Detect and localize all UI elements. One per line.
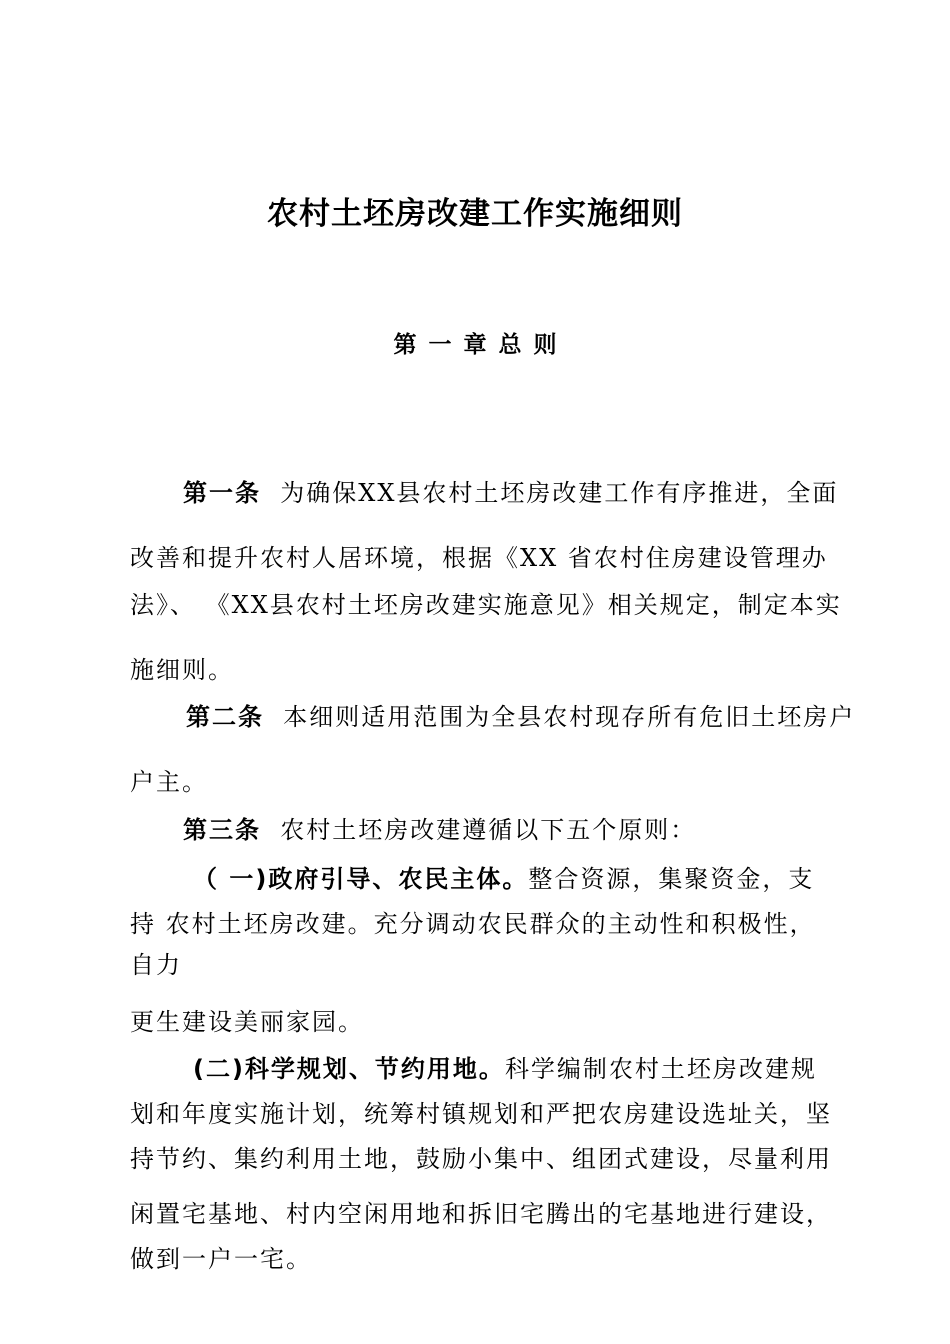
article-3-line-1 [183,815,696,845]
principle-2-line-2: 划和年度实施计划，统筹村镇规划和严把农房建设选址关，坚 [130,1100,832,1128]
principle-1-line-4: 更生建设美丽家园。 [130,1008,364,1036]
chapter-char: 则 [533,332,557,358]
article-text: 农村土坯房改建遵循以下五个原则： [280,816,697,844]
principle-text: 整合资源，集聚资金，支 [528,865,815,893]
chapter-heading [0,326,950,359]
chapter-char: 总 [498,332,522,358]
principle-2-line-4: 闲置宅基地、村内空闲用地和拆旧宅腾出的宅基地进行建设， [130,1200,832,1228]
principle-text: 科学编制农村土坯房改建规 [504,1055,817,1083]
chapter-char: 一 [428,332,452,358]
principle-heading: （ 一)政府引导、农民主体。 [193,865,529,893]
principle-1-line-3: 自力 [130,951,182,979]
article-1-line-4: 施细则。 [130,656,234,684]
article-heading: 第二条 [186,703,264,731]
principle-1-line-2: 持 农村土坯房改建。充分调动农民群众的主动性和积极性， [130,910,816,938]
chapter-char: 章 [463,332,487,358]
document-title: 农村土坯房改建工作实施细则 [267,196,683,232]
article-2-line-1 [186,702,855,732]
article-heading: 第一条 [183,479,261,507]
principle-1-line-1 [193,864,814,894]
principle-2-line-5: 做到一户一宅。 [130,1245,312,1273]
article-1-line-3: 法》、 《XX县农村土坯房改建实施意见》相关规定，制定本实 [130,591,842,619]
article-text: 本细则适用范围为全县农村现存所有危旧土坯房户 [283,703,856,731]
article-text: 为确保XX县农村土坯房改建工作有序推进，全面 [280,479,839,507]
principle-2-line-3: 持节约、集约利用土地，鼓励小集中、组团式建设，尽量利用 [130,1145,832,1173]
article-1-line-1 [183,478,838,508]
article-2-line-2: 户主。 [130,768,208,796]
article-heading: 第三条 [183,816,261,844]
principle-2-line-1 [193,1054,817,1084]
chapter-char: 第 [393,332,417,358]
article-1-line-2: 改善和提升农村人居环境，根据《XX 省农村住房建设管理办 [130,544,828,572]
principle-heading: (二)科学规划、节约用地。 [193,1055,505,1083]
